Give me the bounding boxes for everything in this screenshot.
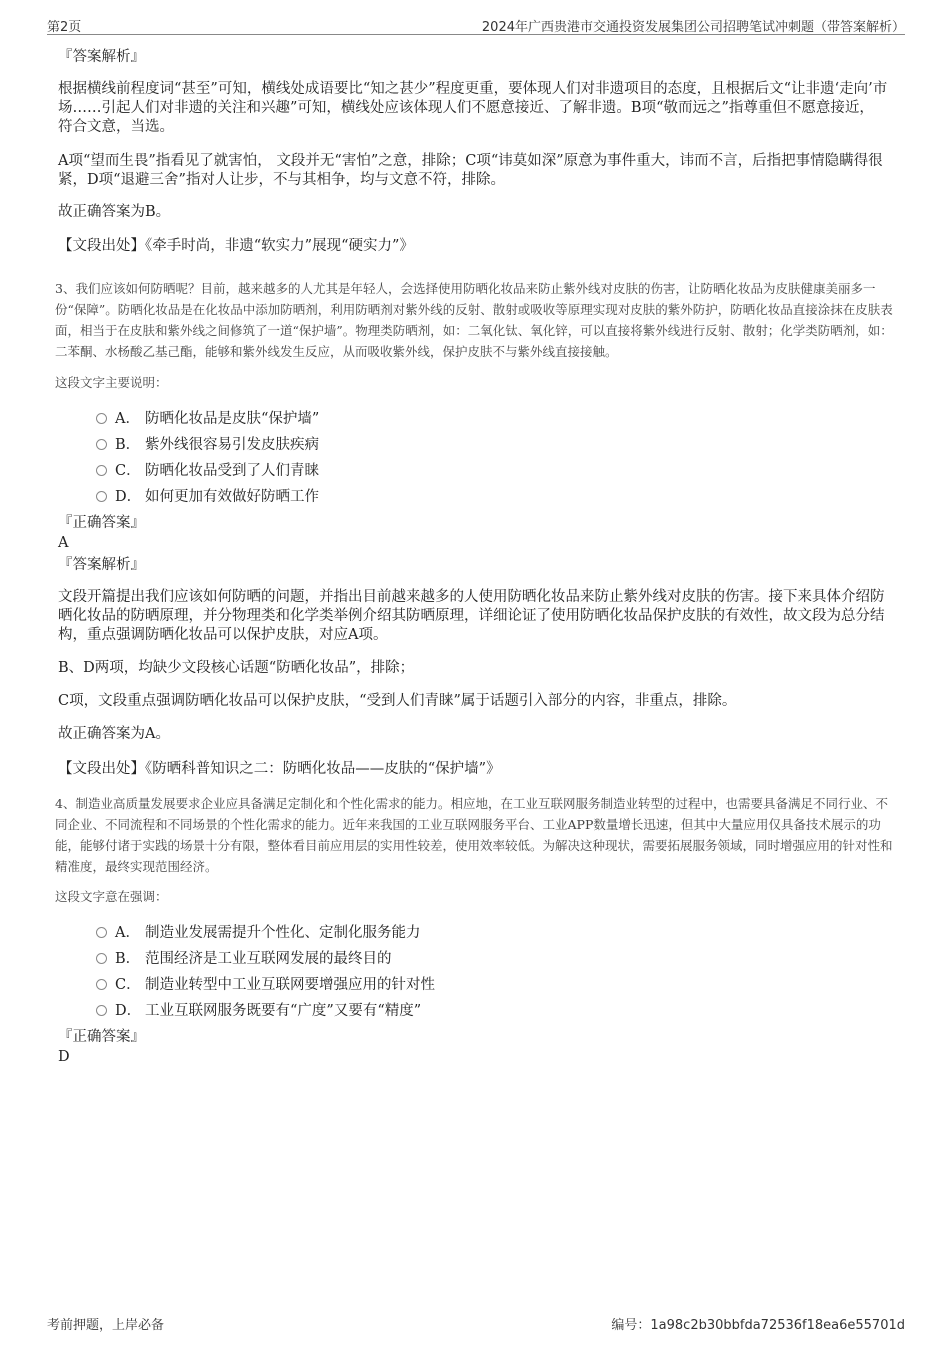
- question-passage: 4、制造业高质量发展要求企业应具备满足定制化和个性化需求的能力。相应地，在工业互联网服务制造业转型的过程中，也需要具备满足不同行业、不同企业、不同流程和不同场景的个性化需求的能力。近年来我国的工业互联网服务平台、工业APP数量增长迅速，但其中大量应用仅具备技术展示的功能，能够付诸于实践的场景十分有限，整体看目前应用层的实用性较差，使用效率较低。为解决这种现状，需要拓展服务领域，同时增强应用的针对性和精准度，最终实现范围经济。: [55, 796, 893, 874]
- question-prompt: 这段文字主要说明：: [55, 375, 168, 390]
- option-d[interactable]: D． 工业互联网服务既要有“广度”又要有“精度”: [96, 1002, 421, 1020]
- option-b[interactable]: B． 范围经济是工业互联网发展的最终目的: [96, 950, 392, 968]
- analysis-paragraph: 根据横线前程度词“甚至”可知，横线处成语要比“知之甚少”程度更重，要体现人们对非遗项目的态度，且根据后文“让非遗‘走向’市场……引起人们对非遗的关注和兴趣”可知，横线处应该体现人们不愿意接近、了解非遗。B项“敬而远之”指尊重但不愿意接近，符合文意，当选。: [58, 81, 888, 135]
- conclusion-text: 故正确答案为A。: [58, 726, 170, 742]
- document-id: 编号：1a98c2b30bbfda72536f18ea6e55701d: [611, 1318, 905, 1333]
- conclusion-text: 故正确答案为B。: [58, 204, 171, 220]
- option-d[interactable]: D． 如何更加有效做好防晒工作: [96, 488, 319, 506]
- radio-icon[interactable]: [96, 927, 107, 938]
- radio-icon[interactable]: [96, 953, 107, 964]
- document-title: 2024年广西贵港市交通投资发展集团公司招聘笔试冲刺题（带答案解析）: [481, 20, 905, 35]
- correct-answer-label: 『正确答案』: [58, 1029, 145, 1045]
- page-header: [47, 14, 905, 35]
- source-citation: 【文段出处】《防晒科普知识之二：防晒化妆品——皮肤的“保护墙”》: [58, 761, 501, 777]
- option-c[interactable]: C． 制造业转型中工业互联网要增强应用的针对性: [96, 976, 435, 994]
- page-footer: [47, 1310, 905, 1332]
- source-citation: 【文段出处】《牵手时尚，非遗“软实力”展现“硬实力”》: [58, 238, 414, 254]
- option-b[interactable]: B． 紫外线很容易引发皮肤疾病: [96, 436, 319, 454]
- page-number: 第2页: [47, 20, 82, 35]
- option-a[interactable]: A． 制造业发展需提升个性化、定制化服务能力: [96, 924, 421, 942]
- correct-answer-label: 『正确答案』: [58, 515, 145, 531]
- radio-icon[interactable]: [96, 465, 107, 476]
- option-c[interactable]: C． 防晒化妆品受到了人们青睐: [96, 462, 319, 480]
- radio-icon[interactable]: [96, 979, 107, 990]
- analysis-label: 『答案解析』: [58, 49, 145, 65]
- question-prompt: 这段文字意在强调：: [55, 889, 168, 904]
- analysis-paragraph: C项，文段重点强调防晒化妆品可以保护皮肤，“受到人们青睐”属于话题引入部分的内容，非重点，排除。: [58, 693, 737, 709]
- correct-answer: A: [58, 535, 69, 551]
- correct-answer: D: [58, 1049, 70, 1065]
- footer-slogan: 考前押题，上岸必备: [47, 1318, 165, 1333]
- radio-icon[interactable]: [96, 439, 107, 450]
- analysis-paragraph: B、D两项，均缺少文段核心话题“防晒化妆品”，排除；: [58, 660, 415, 676]
- option-a[interactable]: A． 防晒化妆品是皮肤“保护墙”: [96, 410, 319, 428]
- question-passage: 3、我们应该如何防晒呢？目前，越来越多的人尤其是年轻人，会选择使用防晒化妆品来防止紫外线对皮肤的伤害，让防晒化妆品为皮肤健康美丽多一份“保障”。防晒化妆品是在化妆品中添加防晒剂，利用防晒剂对紫外线的反射、散射或吸收等原理实现对皮肤的紫外防护，防晒化妆品直接涂抹在皮肤表面，相当于在皮肤和紫外线之间修筑了一道“保护墙”。物理类防晒剂，如：二氧化钛、氧化锌，可以直接将紫外线进行反射、散射；化学类防晒剂，如：二苯酮、水杨酸乙基己酯，能够和紫外线发生反应，从而吸收紫外线，保护皮肤不与紫外线直接接触。: [55, 281, 893, 359]
- analysis-paragraph: A项“望而生畏”指看见了就害怕， 文段并无“害怕”之意，排除；C项“讳莫如深”原意为事件重大，讳而不言，后指把事情隐瞒得很紧，D项“退避三舍”指对人让步，不与其相争，均与文意不符，排除。: [58, 153, 883, 188]
- radio-icon[interactable]: [96, 491, 107, 502]
- radio-icon[interactable]: [96, 1005, 107, 1016]
- analysis-label: 『答案解析』: [58, 557, 145, 573]
- radio-icon[interactable]: [96, 413, 107, 424]
- analysis-paragraph: 文段开篇提出我们应该如何防晒的问题，并指出目前越来越多的人使用防晒化妆品来防止紫外线对皮肤的伤害。接下来具体介绍防晒化妆品的防晒原理，并分物理类和化学类举例介绍其防晒原理，详细论证了使用防晒化妆品保护皮肤的有效性，故文段为总分结构，重点强调防晒化妆品可以保护皮肤，对应A项。: [58, 589, 885, 643]
